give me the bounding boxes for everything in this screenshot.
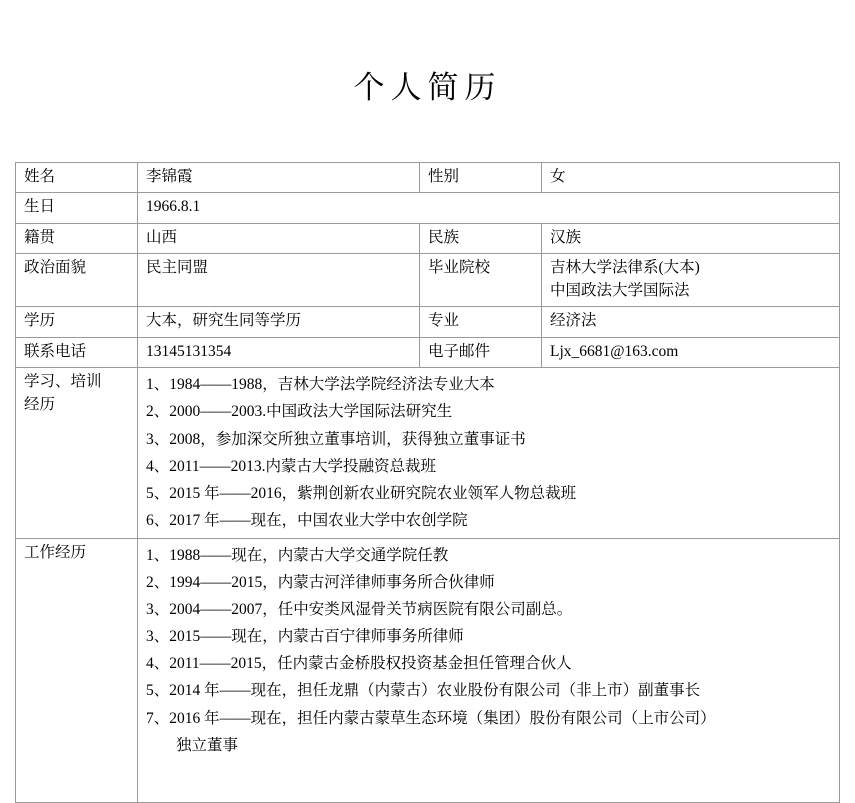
- page-title: 个人简历: [353, 70, 502, 105]
- list-item: 2、2000——2003.中国政法大学国际法研究生: [146, 403, 453, 421]
- list-item: 1、1984——1988，吉林大学法学院经济法专业大本: [146, 376, 495, 394]
- table-row-education: [16, 307, 840, 337]
- phone-value: 13145131354: [138, 337, 420, 367]
- list-item: 6、2017 年——现在，中国农业大学中农创学院: [146, 511, 468, 529]
- work-items: [138, 538, 840, 802]
- gender-label: 性别: [420, 163, 542, 193]
- table-row-origin: [16, 223, 840, 253]
- political-label: 政治面貌: [16, 254, 138, 307]
- list-item: 3、2008，参加深交所独立董事培训，获得独立董事证书: [146, 430, 526, 448]
- major-value: 经济法: [542, 307, 840, 337]
- study-items: [138, 368, 840, 539]
- school-value-line1: 吉林大学法律系(大本): [550, 259, 700, 277]
- table-row-political: [16, 254, 840, 307]
- phone-label: 联系电话: [16, 337, 138, 367]
- table-row-name: [16, 163, 840, 193]
- resume-table-wrapper: [15, 107, 840, 803]
- education-label: 学历: [16, 307, 138, 337]
- birth-label: 生日: [16, 193, 138, 223]
- table-row-work: [16, 538, 840, 802]
- study-label-line1: 学习、培训: [24, 373, 102, 391]
- list-item: 3、2004——2007，任中安类风湿骨关节病医院有限公司副总。: [146, 601, 573, 619]
- list-item-continuation: 独立董事: [176, 736, 239, 754]
- list-item: 4、2011——2013.内蒙古大学投融资总裁班: [146, 457, 437, 475]
- school-label: 毕业院校: [420, 254, 542, 307]
- school-value: [542, 254, 840, 307]
- list-item: 5、2015 年——2016，紫荆创新农业研究院农业领军人物总裁班: [146, 484, 577, 502]
- list-item: 7、2016 年——现在，担任内蒙古蒙草生态环境（集团）股份有限公司（上市公司）: [146, 709, 716, 727]
- name-label: 姓名: [16, 163, 138, 193]
- work-label: 工作经历: [16, 538, 138, 802]
- list-item: 2、1994——2015，内蒙古河洋律师事务所合伙律师: [146, 574, 495, 592]
- resume-table: [15, 162, 840, 803]
- major-label: 专业: [420, 307, 542, 337]
- gender-value: 女: [542, 163, 840, 193]
- table-row-study: [16, 368, 840, 539]
- political-value: 民主同盟: [138, 254, 420, 307]
- table-row-contact: [16, 337, 840, 367]
- email-label: 电子邮件: [420, 337, 542, 367]
- study-label-line2: 经历: [24, 395, 56, 413]
- ethnicity-label: 民族: [420, 223, 542, 253]
- origin-label: 籍贯: [16, 223, 138, 253]
- origin-value: 山西: [138, 223, 420, 253]
- study-list: [146, 371, 831, 534]
- work-list: [146, 542, 831, 759]
- email-value: Ljx_6681@163.com: [542, 337, 840, 367]
- ethnicity-value: 汉族: [542, 223, 840, 253]
- list-item: 4、2011——2015，任内蒙古金桥股权投资基金担任管理合伙人: [146, 655, 572, 673]
- name-value: 李锦霞: [138, 163, 420, 193]
- study-label: [16, 368, 138, 539]
- birth-value: 1966.8.1: [138, 193, 840, 223]
- list-item: 5、2014 年——现在，担任龙鼎（内蒙古）农业股份有限公司（非上市）副董事长: [146, 682, 701, 700]
- list-item: 3、2015——现在，内蒙古百宁律师事务所律师: [146, 628, 464, 646]
- school-value-line2: 中国政法大学国际法: [550, 281, 690, 299]
- table-row-birth: [16, 193, 840, 223]
- list-item: 1、1988——现在，内蒙古大学交通学院任教: [146, 546, 449, 564]
- education-value: 大本，研究生同等学历: [138, 307, 420, 337]
